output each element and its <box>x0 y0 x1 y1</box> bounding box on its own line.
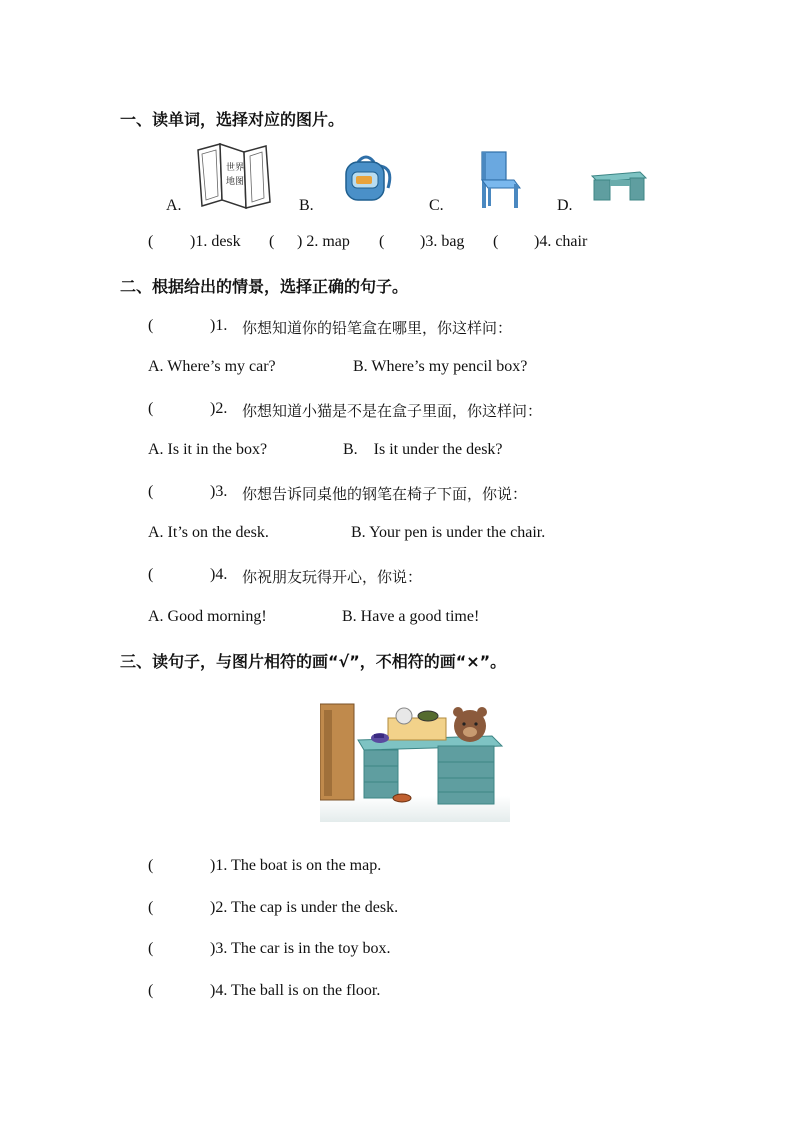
item2-open-paren[interactable]: ( <box>269 233 275 250</box>
map-text-1: 世界 <box>226 163 245 173</box>
q3-prompt: 你想告诉同桌他的钢笔在椅子下面，你说： <box>242 485 528 503</box>
q2-option-a[interactable]: A. Is it in the box? <box>148 441 268 458</box>
q4-num: )4. <box>210 566 228 583</box>
section2-heading: 二、根据给出的情景，选择正确的句子。 <box>120 277 409 296</box>
q3-paren[interactable]: ( <box>148 483 154 500</box>
q2-prompt: 你想知道小猫是不是在盒子里面，你这样问： <box>242 402 543 420</box>
q1-option-a[interactable]: A. Where’s my car? <box>148 358 276 375</box>
item3-open-paren[interactable]: ( <box>379 233 385 250</box>
q1-prompt: 你想知道你的铅笔盒在哪里，你这样问： <box>242 319 513 337</box>
q4-option-a[interactable]: A. Good morning! <box>148 608 267 625</box>
statement1-paren[interactable]: ( <box>148 857 154 874</box>
q4-paren[interactable]: ( <box>148 566 154 583</box>
section3-heading: 三、读句子，与图片相符的画“√”，不相符的画“×”。 <box>120 652 507 671</box>
statement1-text: )1. The boat is on the map. <box>210 857 382 874</box>
statement2-paren[interactable]: ( <box>148 899 154 916</box>
item1-word: )1. desk <box>190 233 241 250</box>
statement3-paren[interactable]: ( <box>148 940 154 957</box>
q1-num: )1. <box>210 317 228 334</box>
section1-items <box>0 233 794 255</box>
q2-num: )2. <box>210 400 228 417</box>
q1-paren[interactable]: ( <box>148 317 154 334</box>
item1-open-paren[interactable]: ( <box>148 233 154 250</box>
option-c-letter: C. <box>429 197 444 214</box>
option-a-letter: A. <box>166 197 182 214</box>
room-desk-scene-icon <box>320 700 510 827</box>
statement4-text: )4. The ball is on the floor. <box>210 982 381 999</box>
q2-option-b[interactable]: B. Is it under the desk? <box>343 441 503 458</box>
statement4-paren[interactable]: ( <box>148 982 154 999</box>
option-d-letter: D. <box>557 197 573 214</box>
statement2-text: )2. The cap is under the desk. <box>210 899 399 916</box>
statement3-text: )3. The car is in the toy box. <box>210 940 391 957</box>
q1-option-b[interactable]: B. Where’s my pencil box? <box>353 358 528 375</box>
item4-open-paren[interactable]: ( <box>493 233 499 250</box>
option-b-letter: B. <box>299 197 314 214</box>
map-text-2: 地图 <box>226 177 245 187</box>
school-bag-icon <box>338 152 398 209</box>
q3-option-a[interactable]: A. It’s on the desk. <box>148 524 269 541</box>
item3-word: )3. bag <box>420 233 465 250</box>
q4-prompt: 你祝朋友玩得开心，你说： <box>242 568 423 586</box>
q4-option-b[interactable]: B. Have a good time! <box>342 608 480 625</box>
world-map-icon <box>192 140 282 217</box>
q3-num: )3. <box>210 483 228 500</box>
desk-icon <box>590 168 648 209</box>
q2-paren[interactable]: ( <box>148 400 154 417</box>
q3-option-b[interactable]: B. Your pen is under the chair. <box>351 524 546 541</box>
chair-icon <box>474 150 524 215</box>
section1-heading: 一、读单词，选择对应的图片。 <box>120 110 345 129</box>
item2-word: ) 2. map <box>297 233 350 250</box>
item4-word: )4. chair <box>534 233 588 250</box>
